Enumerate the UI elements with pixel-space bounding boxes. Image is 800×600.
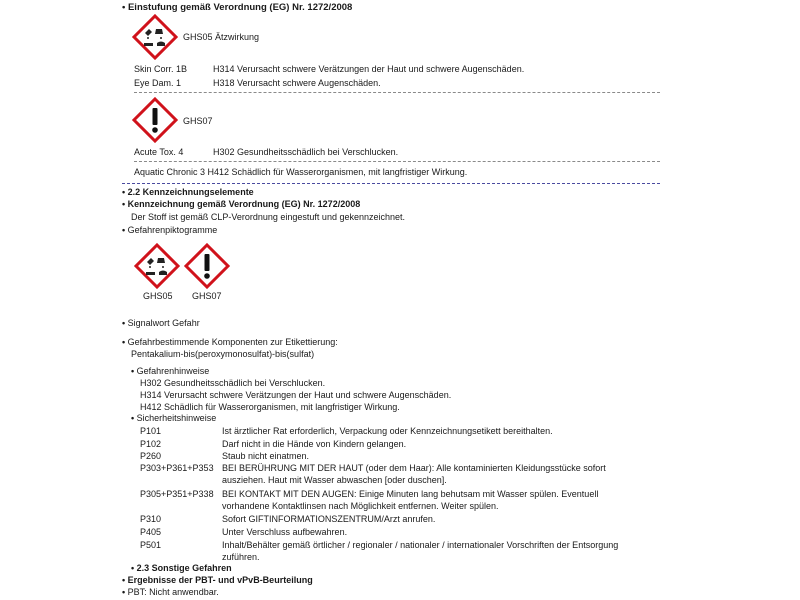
precaution-text-cont: vorhandene Kontaktlinsen nach Möglichkeit entfernen. Weiter spülen. (222, 501, 499, 511)
precaution-code: P501 (140, 540, 162, 550)
pbt-title: • Ergebnisse der PBT- und vPvB-Beurteilung (122, 575, 313, 586)
precaution-code: P260 (140, 451, 162, 461)
hazard-statement: H412 Schädlich für Wasserorganismen, mit langfristiger Wirkung. (140, 402, 400, 412)
hazard-statement: H314 Verursacht schwere Verätzungen der Haut und schwere Augenschäden. (140, 390, 452, 400)
precaution-text: Unter Verschluss aufbewahren. (222, 527, 348, 537)
precaution-code: P303+P361+P353 (140, 463, 214, 473)
ghs05-label: GHS05 Ätzwirkung (183, 32, 260, 42)
precaution-text-cont: zuführen. (222, 552, 260, 562)
section-divider (122, 183, 660, 184)
precaution-text-cont: ausziehen. Haut mit Wasser abwaschen [oder duschen]. (222, 475, 447, 485)
ghs07-exclamation-icon (132, 97, 178, 143)
precaution-code: P101 (140, 426, 162, 436)
pbt-result: • PBT: Nicht anwendbar. (122, 587, 219, 598)
h318-row: H318 Verursacht schwere Augenschäden. (213, 78, 381, 88)
class-acute-tox: Acute Tox. 4 (134, 147, 184, 157)
pictograms-title: • Gefahrenpiktogramme (122, 225, 217, 236)
precaution-text: Inhalt/Behälter gemäß örtlicher / regionaler / nationaler / internationaler Vorschriften der Entsorgung (222, 540, 619, 550)
pictogram-caption-ghs07: GHS07 (192, 291, 222, 301)
precaution-text: Ist ärztlicher Rat erforderlich, Verpackung oder Kennzeichnungsetikett bereithalten. (222, 426, 553, 436)
precaution-code: P305+P351+P338 (140, 489, 214, 499)
hazard-statement: H302 Gesundheitsschädlich bei Verschlucken. (140, 378, 326, 388)
aquatic-row: Aquatic Chronic 3 H412 Schädlich für Wasserorganismen, mit langfristiger Wirkung. (134, 167, 468, 177)
class-skin-corr: Skin Corr. 1B (134, 64, 188, 74)
precaution-text: Darf nicht in die Hände von Kindern gelangen. (222, 439, 407, 449)
precaution-code: P310 (140, 514, 162, 524)
components-title: • Gefahrbestimmende Komponenten zur Etikettierung: (122, 337, 338, 348)
precaution-code: P405 (140, 527, 162, 537)
signal-word: • Signalwort Gefahr (122, 318, 200, 329)
h314-row: H314 Verursacht schwere Verätzungen der Haut und schwere Augenschäden. (213, 64, 525, 74)
precaution-text: Sofort GIFTINFORMATIONSZENTRUM/Arzt anrufen. (222, 514, 436, 524)
hazard-title: • Gefahrenhinweise (131, 366, 209, 377)
pictogram-caption-ghs05: GHS05 (143, 291, 173, 301)
precaution-text: BEI BERÜHRUNG MIT DER HAUT (oder dem Haar): Alle kontaminierten Kleidungsstücke sofort (222, 463, 606, 473)
ghs07-label: GHS07 (183, 116, 213, 126)
ghs05-corrosion-icon (132, 14, 178, 60)
h302-row: H302 Gesundheitsschädlich bei Verschlucken. (213, 147, 399, 157)
clp-note: Der Stoff ist gemäß CLP-Verordnung eingestuft und gekennzeichnet. (131, 212, 405, 222)
component-name: Pentakalium-bis(peroxymonosulfat)-bis(sulfat) (131, 349, 315, 359)
precaution-code: P102 (140, 439, 162, 449)
precaution-text: BEI KONTAKT MIT DEN AUGEN: Einige Minuten lang behutsam mit Wasser spülen. Eventuell (222, 489, 599, 499)
divider (134, 161, 660, 162)
ghs07-exclamation-icon (184, 243, 230, 289)
classification-heading: • Einstufung gemäß Verordnung (EG) Nr. 1272/2008 (122, 2, 352, 13)
divider (134, 92, 660, 93)
precaution-text: Staub nicht einatmen. (222, 451, 310, 461)
other-hazards-heading: • 2.3 Sonstige Gefahren (131, 563, 232, 574)
labelling-heading: • 2.2 Kennzeichnungselemente (122, 187, 254, 198)
ghs05-corrosion-icon (134, 243, 180, 289)
safety-title: • Sicherheitshinweise (131, 413, 216, 424)
labelling-sub: • Kennzeichnung gemäß Verordnung (EG) Nr. 1272/2008 (122, 199, 360, 210)
class-eye-dam: Eye Dam. 1 (134, 78, 182, 88)
